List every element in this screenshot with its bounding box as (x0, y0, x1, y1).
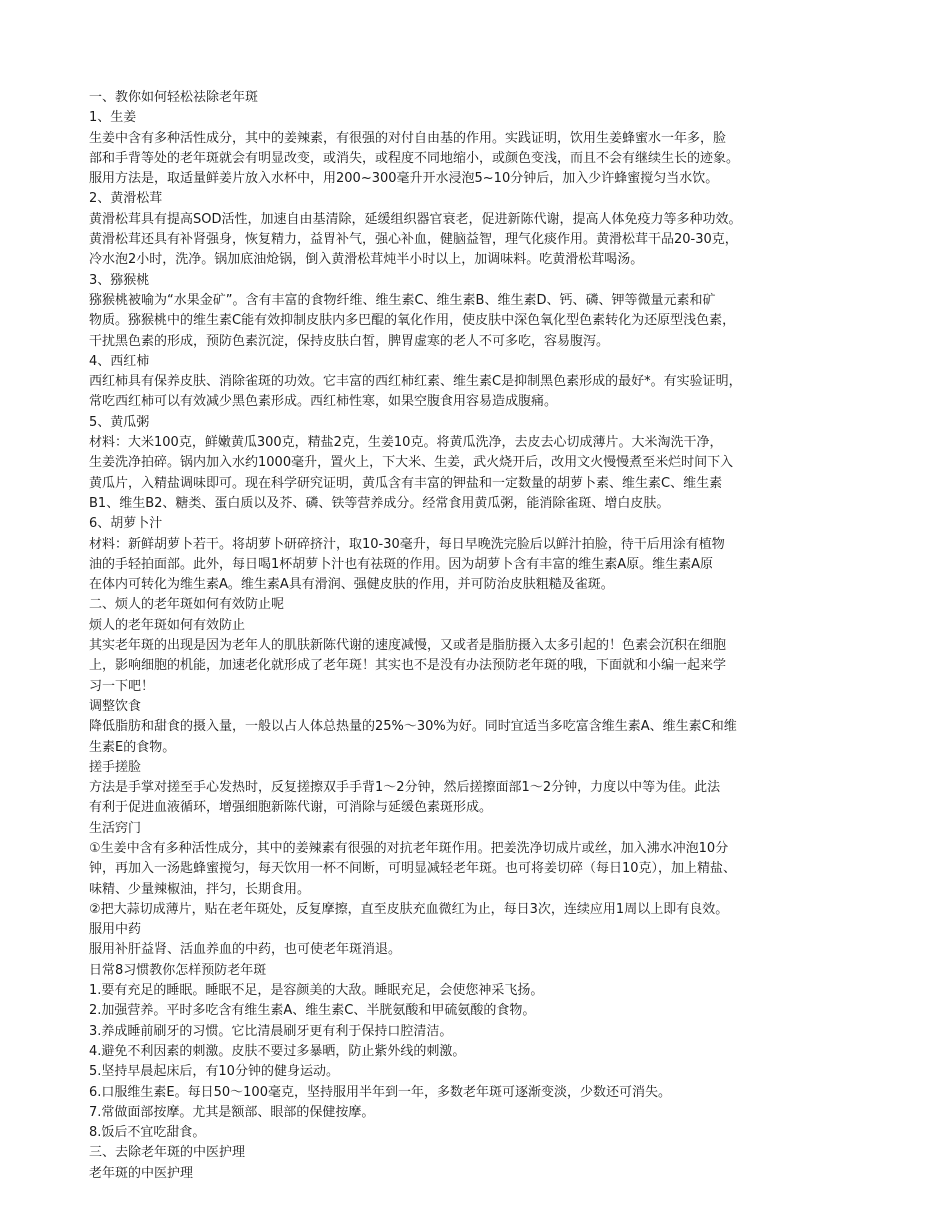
subheading: 生活窍门 (89, 820, 142, 836)
text-line: 部和手背等处的老年斑就会有明显改变，或消失，或程度不同地缩小，或颜色变浅，而且不会有继续生长的迹象。 (89, 150, 740, 166)
text-line: 服用方法是，取适量鲜姜片放入水杯中，用200~300毫升开水浸泡5~10分钟后，加入少许蜂蜜搅匀当水饮。 (89, 171, 719, 187)
text-line: 生素E的食物。 (89, 739, 176, 755)
text-line: 材料：新鲜胡萝卜若干。将胡萝卜研碎挤汁，取10-30毫升，每日早晚洗完脸后以鲜汁拍脸，待干后用涂有植物 (89, 536, 725, 552)
text-line: 冷水泡2小时，洗净。锅加底油炝锅，倒入黄滑松茸炖半小时以上，加调味料。吃黄滑松茸喝汤。 (89, 252, 644, 268)
section-heading: 一、教你如何轻松祛除老年斑 (89, 90, 259, 105)
text-line: 习一下吧！ (89, 678, 155, 694)
text-line: 其实老年斑的出现是因为老年人的肌肤新陈代谢的速度减慢，又或者是脂肪摄入太多引起的！色素会沉积在细胞 (89, 638, 727, 654)
subheading: 搓手搓脸 (89, 759, 142, 775)
subheading: 日常8习惯教你怎样预防老年斑 (89, 962, 267, 978)
text-line: 黄瓜片，入精盐调味即可。现在科学研究证明，黄瓜含有丰富的钾盐和一定数量的胡萝卜素、维生素C、维生素 (89, 475, 723, 491)
subheading: 烦人的老年斑如何有效防止 (89, 617, 246, 633)
subheading: 2、黄滑松茸 (89, 191, 163, 207)
text-line: 黄滑松茸具有提高SOD活性，加速自由基清除，延缓组织器官衰老，促进新陈代谢，提高人体免疫力等多种功效。 (89, 211, 742, 227)
text-line: 西红柿具有保养皮肤、消除雀斑的功效。它丰富的西红柿红素、维生素C是抑制黑色素形成的最好*。有实验证明， (89, 374, 742, 390)
text-line: 猕猴桃被喻为“水果金矿”。含有丰富的食物纤维、维生素C、维生素B、维生素D、钙、磷、钾等微量元素和矿 (89, 292, 716, 308)
text-line: 上，影响细胞的机能，加速老化就形成了老年斑！其实也不是没有办法预防老年斑的哦，下面就和小编一起来学 (89, 658, 727, 674)
list-item: 7.常做面部按摩。尤其是额部、眼部的保健按摩。 (89, 1104, 375, 1120)
text-line: 黄滑松茸还具有补肾强身，恢复精力，益胃补气，强心补血，健脑益智，理气化痰作用。黄滑松茸干品20-30克， (89, 232, 738, 248)
text-line: B1、维生B2、糖类、蛋白质以及芥、磷、铁等营养成分。经常食用黄瓜粥，能消除雀斑、增白皮肤。 (89, 495, 670, 511)
text-line: 材料：大米100克，鲜嫩黄瓜300克，精盐2克，生姜10克。将黄瓜洗净，去皮去心切成薄片。大米淘洗干净， (89, 435, 723, 451)
section-heading: 二、烦人的老年斑如何有效防止呢 (89, 597, 285, 613)
text-line: 降低脂肪和甜食的摄入量，一般以占人体总热量的25%～30%为好。同时宜适当多吃富含维生素A、维生素C和维 (89, 719, 737, 735)
subheading: 调整饮食 (89, 698, 142, 714)
text-line: 生姜洗净拍碎。锅内加入水约1000毫升，置火上，下大米、生姜，武火烧开后，改用文火慢慢煮至米烂时间下入 (89, 455, 734, 471)
subheading: 6、胡萝卜汁 (89, 516, 163, 532)
section-heading: 三、去除老年斑的中医护理 (89, 1145, 246, 1161)
subheading: 服用中药 (89, 922, 142, 938)
list-item: 6.口服维生素E。每日50～100毫克，坚持服用半年到一年，多数老年斑可逐渐变淡，少数还可消失。 (89, 1084, 671, 1100)
subheading: 3、猕猴桃 (89, 272, 150, 288)
text-line: 服用补肝益肾、活血养血的中药，也可使老年斑消退。 (89, 942, 402, 958)
list-item: 3.养成睡前刷牙的习惯。它比清晨刷牙更有利于保持口腔清洁。 (89, 1023, 453, 1039)
text-line: 生姜中含有多种活性成分，其中的姜辣素，有很强的对付自由基的作用。实践证明，饮用生姜蜂蜜水一年多，脸 (89, 130, 727, 146)
text-line: 味精、少量辣椒油，拌匀，长期食用。 (89, 881, 311, 897)
list-item: 2.加强营养。平时多吃含有维生素A、维生素C、半胱氨酸和甲硫氨酸的食物。 (89, 1003, 536, 1019)
text-line: 方法是手掌对搓至手心发热时，反复搓擦双手手背1～2分钟，然后搓擦面部1～2分钟，力度以中等为佳。此法 (89, 780, 721, 796)
list-item: 5.坚持早晨起床后，有10分钟的健身运动。 (89, 1064, 339, 1080)
text-line: 有利于促进血液循环，增强细胞新陈代谢，可消除与延缓色素斑形成。 (89, 800, 493, 816)
text-line: ②把大蒜切成薄片，贴在老年斑处，反复摩擦，直至皮肤充血微红为止，每日3次，连续应用1周以上即有良效。 (89, 901, 729, 917)
subheading: 5、黄瓜粥 (89, 414, 150, 430)
subheading: 4、西红柿 (89, 353, 150, 369)
text-line: 干扰黑色素的形成，预防色素沉淀，保持皮肤白皙，脾胃虚寒的老人不可多吃，容易腹泻。 (89, 333, 610, 349)
subheading: 老年斑的中医护理 (89, 1165, 194, 1181)
text-line: 常吃西红柿可以有效减少黑色素形成。西红柿性寒，如果空腹食用容易造成腹痛。 (89, 394, 558, 410)
text-line: 钟，再加入一汤匙蜂蜜搅匀，每天饮用一杯不间断，可明显减轻老年斑。也可将姜切碎（每日10克），加上精盐、 (89, 861, 737, 877)
list-item: 1.要有充足的睡眠。睡眠不足，是容颜美的大敌。睡眠充足，会使您神采飞扬。 (89, 983, 544, 999)
text-line: 物质。猕猴桃中的维生素C能有效抑制皮肤内多巴醌的氧化作用，使皮肤中深色氧化型色素转化为还原型浅色素， (89, 313, 736, 329)
document-body (89, 88, 871, 1184)
subheading: 1、生姜 (89, 110, 137, 126)
text-line: 油的手轻拍面部。此外，每日喝1杯胡萝卜汁也有祛斑的作用。因为胡萝卜含有丰富的维生素A原。维生素A原 (89, 556, 714, 572)
text-line: 在体内可转化为维生素A。维生素A具有滑润、强健皮肤的作用，并可防治皮肤粗糙及雀斑。 (89, 577, 614, 593)
text-line: ①生姜中含有多种活性成分，其中的姜辣素有很强的对抗老年斑作用。把姜洗净切成片或丝，加入沸水冲泡10分 (89, 840, 729, 856)
list-item: 8.饭后不宜吃甜食。 (89, 1125, 206, 1141)
list-item: 4.避免不利因素的刺激。皮肤不要过多暴晒，防止紫外线的刺激。 (89, 1043, 466, 1059)
